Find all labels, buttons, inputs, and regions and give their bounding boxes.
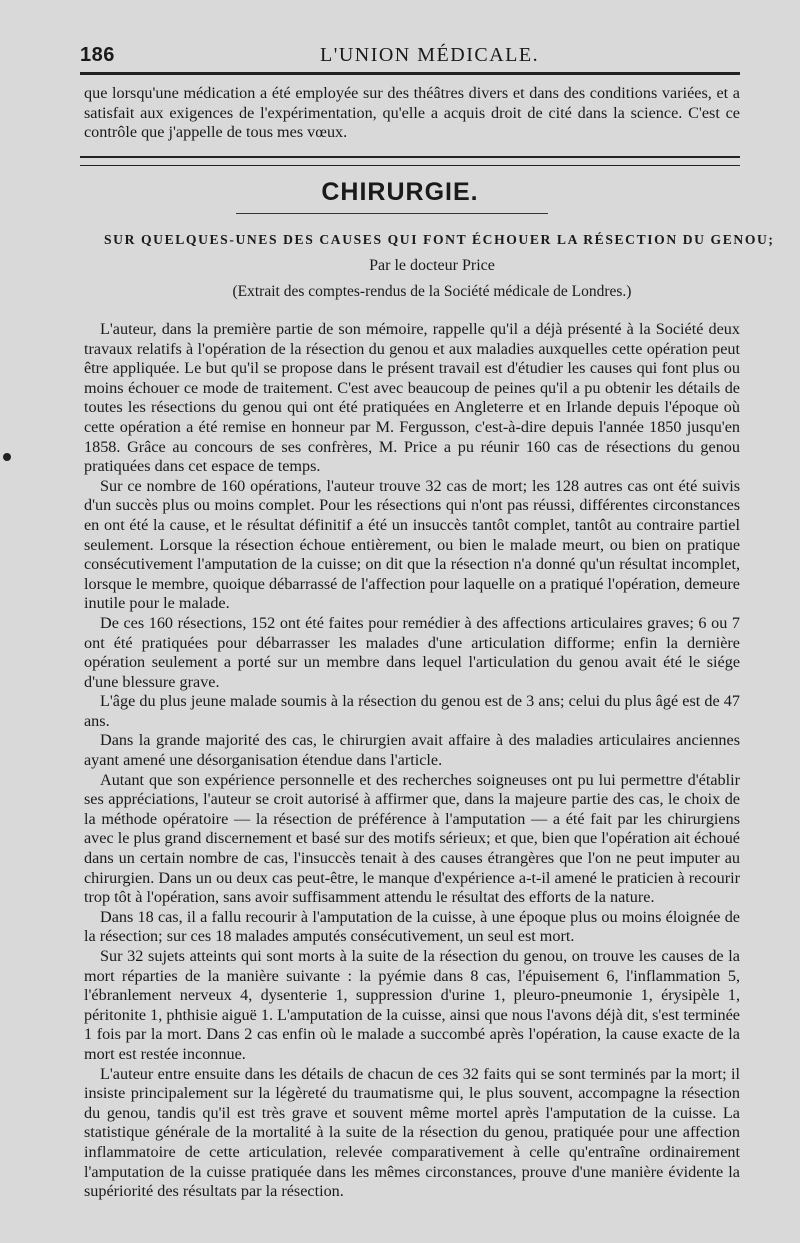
intro-paragraph: que lorsqu'une médication a été employée sur des théâtres divers et dans des conditions variées, et a satisfait aux exigences de l'expérimentation, qu'elle a acquis droit de cité dans la science. C'est ce contrôle que j'appelle de tous mes vœux. (84, 84, 740, 142)
article-title: SUR QUELQUES-UNES DES CAUSES QUI FONT ÉCHOUER LA RÉSECTION DU GENOU; (104, 232, 775, 247)
margin-mark (3, 453, 11, 461)
body-paragraph: L'auteur entre ensuite dans les détails de chacun de ces 32 faits qui se sont terminés par la mort; il insiste principalement sur la légèreté du traumatisme qui, le plus souvent, accompagne la résection du genou, tandis qu'il est très grave et souvent même mortel après l'amputation de la cuisse. La statistique générale de la mortalité à la suite de la résection du genou, pratiquée pour une affection inflammatoire de cette articulation, relevée comparativement à celle qu'entraîne ordinairement l'amputation de la cuisse pratiquée dans les mêmes circonstances, prouve d'une manière évidente la supériorité des résultats par la résection. (84, 1064, 740, 1201)
article-body (84, 320, 740, 1202)
header-rule (80, 72, 740, 75)
article-byline: Par le docteur Price (369, 257, 495, 274)
body-paragraph: Sur ce nombre de 160 opérations, l'auteur trouve 32 cas de mort; les 128 autres cas ont été suivis d'un succès plus ou moins complet. Pour les résections qui n'ont pas réussi, différentes circonstances en ont été la cause, et le résultat définitif a été un insuccès tantôt complet, tantôt au contraire partiel seulement. Lorsque la résection échoue entièrement, ou bien le malade meurt, ou bien on pratique consécutivement l'amputation de la cuisse; on dit que la résection n'a donné qu'un résultat incomplet, lorsque le membre, quoique débarrassé de l'affection pour laquelle on a pratiqué l'opération, demeure inutile pour le malade. (84, 476, 740, 613)
page-number: 186 (80, 44, 115, 66)
article-source: (Extrait des comptes-rendus de la Société médicale de Londres.) (232, 283, 632, 300)
body-paragraph: L'âge du plus jeune malade soumis à la résection du genou est de 3 ans; celui du plus âgé est de 47 ans. (84, 692, 740, 730)
section-divider (80, 156, 740, 166)
body-paragraph: Dans 18 cas, il a fallu recourir à l'amputation de la cuisse, à une époque plus ou moins éloignée de la résection; sur ces 18 malades amputés consécutivement, un seul est mort. (84, 907, 740, 946)
body-paragraph: Sur 32 sujets atteints qui sont morts à la suite de la résection du genou, on trouve les causes de la mort réparties de la manière suivante : la pyémie dans 8 cas, l'épuisement 6, l'inflammation 5, l'ébranlement nerveux 4, dysenterie 1, suppression d'urine 1, pleuro-pneumonie 1, érysipèle 1, péritonite 1, phthisie aiguë 1. L'amputation de la cuisse, ainsi que nous l'avons déjà dit, s'est terminée 1 fois par la mort. Dans 2 cas enfin où le malade a succombé après l'opération, la cause exacte de la mort est restée inconnue. (84, 947, 740, 1063)
running-head: L'UNION MÉDICALE. (320, 44, 540, 66)
section-title: CHIRURGIE. (321, 178, 479, 206)
page-header (80, 40, 740, 76)
intro-text (84, 84, 740, 143)
body-paragraph: L'auteur, dans la première partie de son mémoire, rappelle qu'il a déjà présenté à la Société deux travaux relatifs à l'opération de la résection du genou et aux maladies auxquelles cette opération peut être appliquée. Le but qu'il se propose dans le présent travail est d'étudier les causes qui font plus ou moins échouer ce mode de traitement. C'est avec beaucoup de peines qu'il a pu obtenir les détails de toutes les résections du genou qui ont été pratiquées en Angleterre et en Irlande depuis l'époque où cette opération a été remise en honneur par M. Fergusson, c'est-à-dire depuis l'année 1850 jusqu'en 1858. Grâce au concours de ses confrères, M. Price a pu réunir 160 cas de résections du genou pratiquées dans cet espace de temps. (84, 320, 740, 476)
body-paragraph: Autant que son expérience personnelle et des recherches soigneuses ont pu lui permettre d'établir ses appréciations, l'auteur se croit autorisé à affirmer que, dans la majeure partie des cas, le choix de la méthode opératoire — la résection de préférence à l'amputation — a été fait par les chirurgiens avec le plus grand discernement et basé sur des motifs sérieux; et que, bien que l'opération ait échoué dans un certain nombre de cas, l'insuccès tenait à des causes étrangères que l'on ne peut imputer au chirurgien. Dans un ou deux cas peut-être, le manque d'expérience a-t-il amené le praticien à recourir trop tôt à l'opération, sans avoir suffisamment attendu le résultat des efforts de la nature. (84, 770, 740, 907)
body-paragraph: Dans la grande majorité des cas, le chirurgien avait affaire à des maladies articulaires anciennes ayant amené une désorganisation étendue dans l'article. (84, 731, 740, 770)
body-paragraph: De ces 160 résections, 152 ont été faites pour remédier à des affections articulaires graves; 6 ou 7 ont été pratiquées pour débarrasser les malades d'une articulation difforme; enfin la dernière opération seulement a porté sur un membre dans lequel l'articulation du genou avait été le siége d'une blessure grave. (84, 613, 740, 691)
section-title-rule (236, 213, 548, 214)
